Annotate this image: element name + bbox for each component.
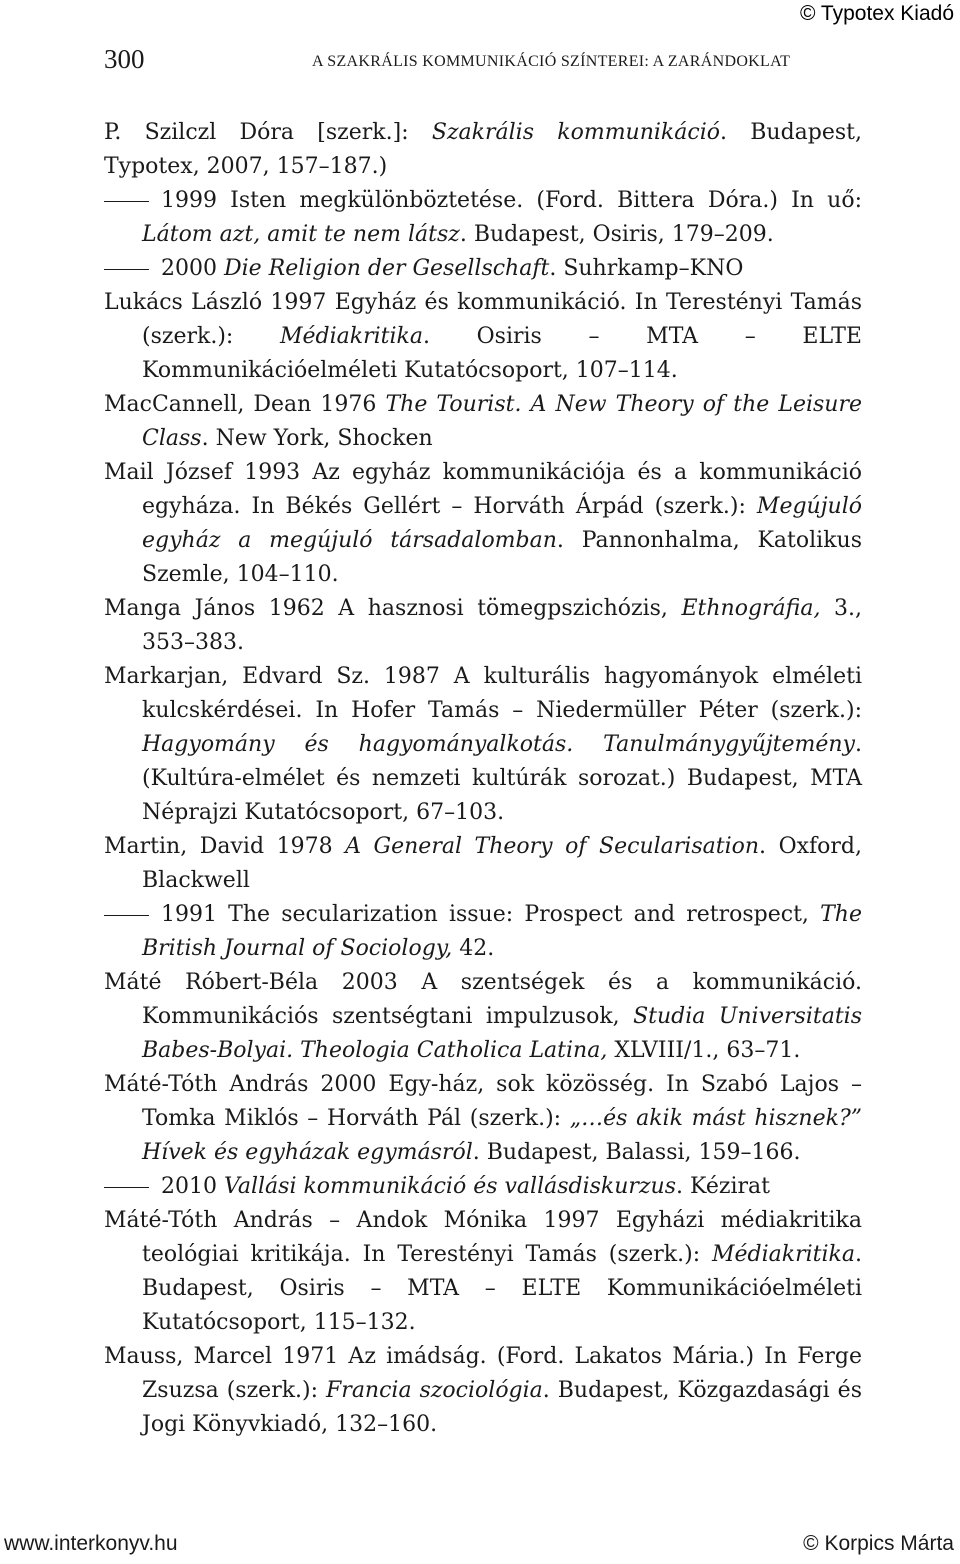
ref-text: . Budapest, Osiris, 179–209. [459, 222, 774, 247]
ref-text: . Kézirat [676, 1174, 770, 1199]
ref-text: 1991 The secularization issue: Prospect and retrospect, [161, 902, 821, 927]
ref-text: Máté-Tóth András 2000 Egy-ház, sok közösség. In Szabó Lajos – Tomka Miklós – Horváth Pál (szerk.): [104, 1072, 862, 1131]
ditto-dash [104, 915, 149, 916]
page-number: 300 [104, 44, 145, 74]
ref-title: „…és akik mást hisznek?” Hívek és egyházak egymásról [142, 1106, 862, 1165]
ref-title: Szakrális kommunikáció [431, 120, 720, 145]
reference-entry [104, 660, 862, 830]
ref-title: Die Religion der Gesellschaft [223, 256, 550, 281]
ref-text: XLVIII/1., 63–71. [607, 1038, 801, 1063]
ref-title: The Tourist. A New Theory of the Leisure Class [142, 392, 862, 451]
footer-website: www.interkonyv.hu [4, 1532, 178, 1555]
ref-text: . Pannonhalma, Katolikus Szemle, 104–110. [142, 528, 862, 587]
ref-title: A General Theory of Secularisation [345, 834, 760, 859]
footer-copyright: © Korpics Márta [803, 1532, 954, 1555]
reference-entry [104, 184, 862, 252]
reference-list [104, 116, 862, 1442]
ditto-dash [104, 1187, 149, 1188]
reference-entry [104, 898, 862, 966]
ref-title: Studia Universitatis Babes-Bolyai. Theologia Catholica Latina, [142, 1004, 862, 1063]
ref-text: . Budapest, Közgazdasági és Jogi Könyvkiadó, 132–160. [142, 1378, 862, 1437]
ref-text: . Oxford, Blackwell [142, 834, 862, 893]
ref-title: Ethnográfia, [681, 596, 821, 621]
reference-entry [104, 1068, 862, 1170]
reference-entry [104, 116, 862, 184]
ref-text: . (Kultúra-elmélet és nemzeti kultúrák sorozat.) Budapest, MTA Néprajzi Kutatócsoport, 67–103. [142, 732, 862, 825]
ref-text: . Suhrkamp–KNO [549, 256, 744, 281]
ref-text: Mauss, Marcel 1971 Az imádság. (Ford. Lakatos Mária.) In Ferge Zsuzsa (szerk.): [104, 1344, 862, 1403]
ref-title: Médiakritika [279, 324, 423, 349]
reference-entry [104, 456, 862, 592]
ref-text: Máté-Tóth András – Andok Mónika 1997 Egyházi médiakritika teológiai kritikája. In Terestényi Tamás (szerk.): [104, 1208, 862, 1267]
reference-entry [104, 1204, 862, 1340]
running-head: A SZAKRÁLIS KOMMUNIKÁCIÓ SZÍNTEREI: A ZARÁNDOKLAT [312, 53, 791, 70]
ref-title: Francia szociológia [326, 1378, 543, 1403]
ref-text: . New York, Shocken [201, 426, 433, 451]
ref-text: . Budapest, Balassi, 159–166. [472, 1140, 801, 1165]
ref-title: Vallási kommunikáció és vallásdiskurzus [223, 1174, 676, 1199]
ref-text: Mail József 1993 Az egyház kommunikációja és a kommunikáció egyháza. In Békés Gellért – Horváth Árpád (szerk.): [104, 460, 862, 519]
reference-entry [104, 966, 862, 1068]
ref-title: Hagyomány és hagyományalkotás. Tanulmánygyűjtemény [142, 732, 855, 757]
ref-text: Manga János 1962 A hasznosi tömegpszichózis, [104, 596, 682, 621]
ditto-dash [104, 269, 149, 270]
reference-entry [104, 1170, 862, 1204]
ref-text: Markarjan, Edvard Sz. 1987 A kulturális hagyományok elméleti kulcskérdései. In Hofer Tamás – Niedermüller Péter (szerk.): [104, 664, 862, 723]
ref-title: The British Journal of Sociology, [142, 902, 862, 961]
reference-entry [104, 830, 862, 898]
ref-text: 42. [452, 936, 495, 961]
reference-entry [104, 252, 862, 286]
ref-text: . Budapest, Typotex, 2007, 157–187.) [104, 120, 862, 179]
ref-text: Lukács László 1997 Egyház és kommunikáció. In Terestényi Tamás (szerk.): [104, 290, 862, 349]
ditto-dash [104, 201, 149, 202]
reference-entry [104, 286, 862, 388]
ref-title: Látom azt, amit te nem látsz [142, 222, 460, 247]
reference-entry [104, 1340, 862, 1442]
ref-text: 2000 [161, 256, 224, 281]
reference-entry [104, 592, 862, 660]
ref-title: Megújuló egyház a megújuló társadalomban [142, 494, 862, 553]
publisher-copyright: © Typotex Kiadó [799, 2, 954, 25]
reference-entry [104, 388, 862, 456]
ref-title: Médiakritika [712, 1242, 855, 1267]
ref-text: 3., 353–383. [142, 596, 862, 655]
ref-text: MacCannell, Dean 1976 [104, 392, 386, 417]
ref-text: Máté Róbert-Béla 2003 A szentségek és a kommunikáció. Kommunikációs szentségtani impulzusok, [104, 970, 862, 1029]
ref-text: . Budapest, Osiris – MTA – ELTE Kommunikációelméleti Kutatócsoport, 115–132. [142, 1242, 862, 1335]
ref-text: . Osiris – MTA – ELTE Kommunikációelméleti Kutatócsoport, 107–114. [142, 324, 862, 383]
ref-text: P. Szilczl Dóra [szerk.]: [104, 120, 432, 145]
ref-text: Martin, David 1978 [104, 834, 346, 859]
ref-text: 2010 [161, 1174, 224, 1199]
ref-text: 1999 Isten megkülönböztetése. (Ford. Bittera Dóra.) In uő: [161, 188, 862, 213]
